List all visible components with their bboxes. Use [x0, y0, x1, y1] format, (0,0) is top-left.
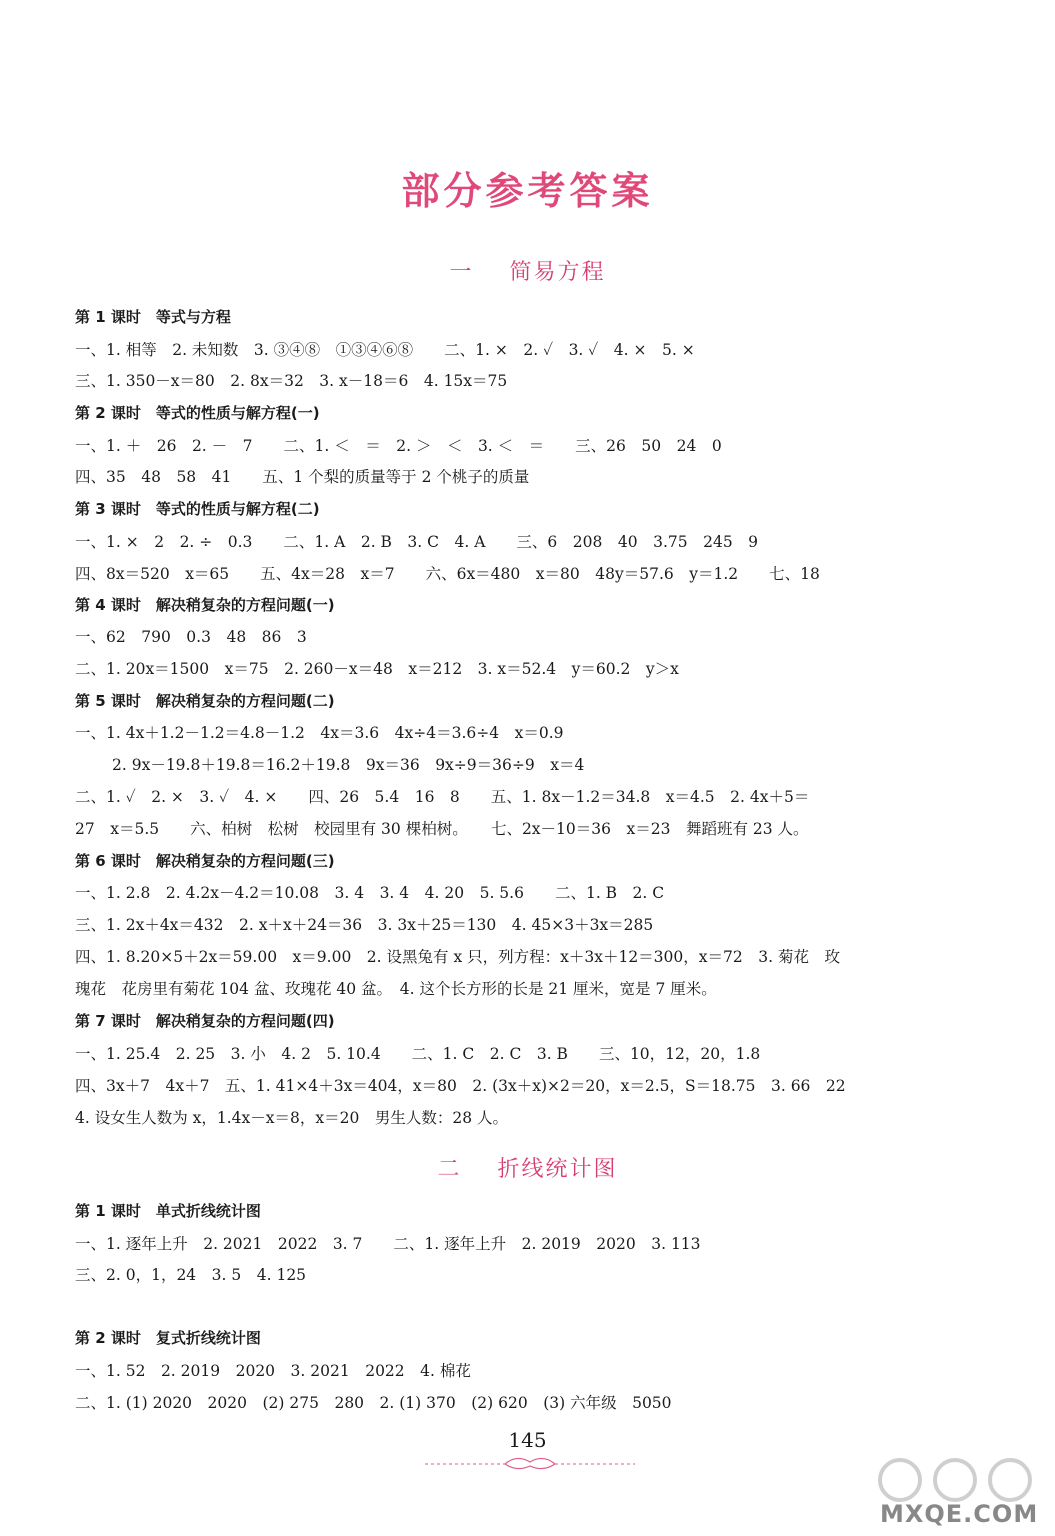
lesson-heading: 第 2 课时 复式折线统计图	[75, 1329, 261, 1347]
answer-line: 一、1. 25.4 2. 25 3. 小 4. 2 5. 10.4 二、1. C 2. C 3. B 三、10，12，20，1.8	[75, 1045, 761, 1063]
page-number: 145	[508, 1428, 547, 1452]
lesson-heading: 第 6 课时 解决稍复杂的方程问题(三)	[75, 852, 335, 870]
answer-line: 瑰花 花房里有菊花 104 盆、玫瑰花 40 盆。 4. 这个长方形的长是 21 厘米，宽是 7 厘米。	[75, 980, 717, 998]
answer-line: 三、1. 350－x＝80 2. 8x＝32 3. x－18＝6 4. 15x＝75	[75, 372, 508, 390]
section-number: 一	[449, 260, 474, 285]
answer-line: 四、1. 8.20×5＋2x＝59.00 x＝9.00 2. 设黑兔有 x 只，列方程：x＋3x＋12＝300，x＝72 3. 菊花 玫	[75, 948, 840, 966]
answer-line: 2. 9x－19.8＋19.8＝16.2＋19.8 9x＝36 9x÷9＝36÷9 x＝4	[112, 756, 585, 774]
footer-ornament-icon	[425, 1452, 635, 1476]
answer-line: 4. 设女生人数为 x，1.4x－x＝8，x＝20 男生人数：28 人。	[75, 1109, 508, 1127]
answer-line: 一、1. ＋ 26 2. － 7 二、1. ＜ ＝ 2. ＞ ＜ 3. ＜ ＝ 三、26 50 24 0	[75, 437, 722, 455]
answer-line: 二、1. (1) 2020 2020 (2) 275 280 2. (1) 370 (2) 620 (3) 六年级 5050	[75, 1394, 672, 1412]
answer-line: 一、1. × 2 2. ÷ 0.3 二、1. A 2. B 3. C 4. A 三、6 208 40 3.75 245 9	[75, 533, 759, 551]
watermark-text: MXQE.COM	[880, 1500, 1039, 1528]
lesson-heading: 第 4 课时 解决稍复杂的方程问题(一)	[75, 596, 335, 614]
lesson-heading: 第 2 课时 等式的性质与解方程(一)	[75, 404, 320, 422]
lesson-heading: 第 5 课时 解决稍复杂的方程问题(二)	[75, 692, 335, 710]
answer-line: 二、1. ✓ 2. × 3. ✓ 4. × 四、26 5.4 16 8 五、1. 8x－1.2＝34.8 x＝4.5 2. 4x＋5＝	[75, 788, 810, 806]
answer-line: 27 x＝5.5 六、柏树 松树 校园里有 30 棵柏树。 七、2x－10＝36 x＝23 舞蹈班有 23 人。	[75, 820, 809, 838]
page-title: 部分参考答案	[401, 168, 654, 213]
answer-line: 二、1. 20x＝1500 x＝75 2. 260－x＝48 x＝212 3. x＝52.4 y＝60.2 y＞x	[75, 660, 679, 678]
answer-line: 一、1. 2.8 2. 4.2x－4.2＝10.08 3. 4 3. 4 4. 20 5. 5.6 二、1. B 2. C	[75, 884, 665, 902]
answer-line: 一、1. 逐年上升 2. 2021 2022 3. 7 二、1. 逐年上升 2. 2019 2020 3. 113	[75, 1235, 701, 1253]
answer-line: 一、62 790 0.3 48 86 3	[75, 628, 307, 646]
answer-line: 三、1. 2x＋4x＝432 2. x＋x＋24＝36 3. 3x＋25＝130 4. 45×3＋3x＝285	[75, 916, 654, 934]
answer-line: 一、1. 52 2. 2019 2020 3. 2021 2022 4. 棉花	[75, 1362, 471, 1380]
answer-line: 四、3x＋7 4x＋7 五、1. 41×4＋3x＝404，x＝80 2. (3x＋x)×2＝20，x＝2.5，S＝18.75 3. 66 22	[75, 1077, 846, 1095]
section-title-2	[0, 1152, 1055, 1183]
section-number: 二	[437, 1157, 462, 1182]
answer-line: 四、8x＝520 x＝65 五、4x＝28 x＝7 六、6x＝480 x＝80 48y＝57.6 y＝1.2 七、18	[75, 565, 820, 583]
lesson-heading: 第 1 课时 单式折线统计图	[75, 1202, 261, 1220]
section-title-1	[0, 255, 1055, 286]
lesson-heading: 第 1 课时 等式与方程	[75, 308, 231, 326]
section-name: 折线统计图	[497, 1157, 618, 1182]
answer-line: 一、1. 相等 2. 未知数 3. ③④⑧ ①③④⑥⑧ 二、1. × 2. ✓ 3. ✓ 4. × 5. ×	[75, 341, 695, 359]
lesson-heading: 第 7 课时 解决稍复杂的方程问题(四)	[75, 1012, 335, 1030]
answer-line: 四、35 48 58 41 五、1 个梨的质量等于 2 个桃子的质量	[75, 468, 530, 486]
section-name: 简易方程	[509, 260, 606, 285]
answer-line: 一、1. 4x＋1.2－1.2＝4.8－1.2 4x＝3.6 4x÷4＝3.6÷4 x＝0.9	[75, 724, 564, 742]
lesson-heading: 第 3 课时 等式的性质与解方程(二)	[75, 500, 320, 518]
answer-line: 三、2. 0，1，24 3. 5 4. 125	[75, 1266, 307, 1284]
